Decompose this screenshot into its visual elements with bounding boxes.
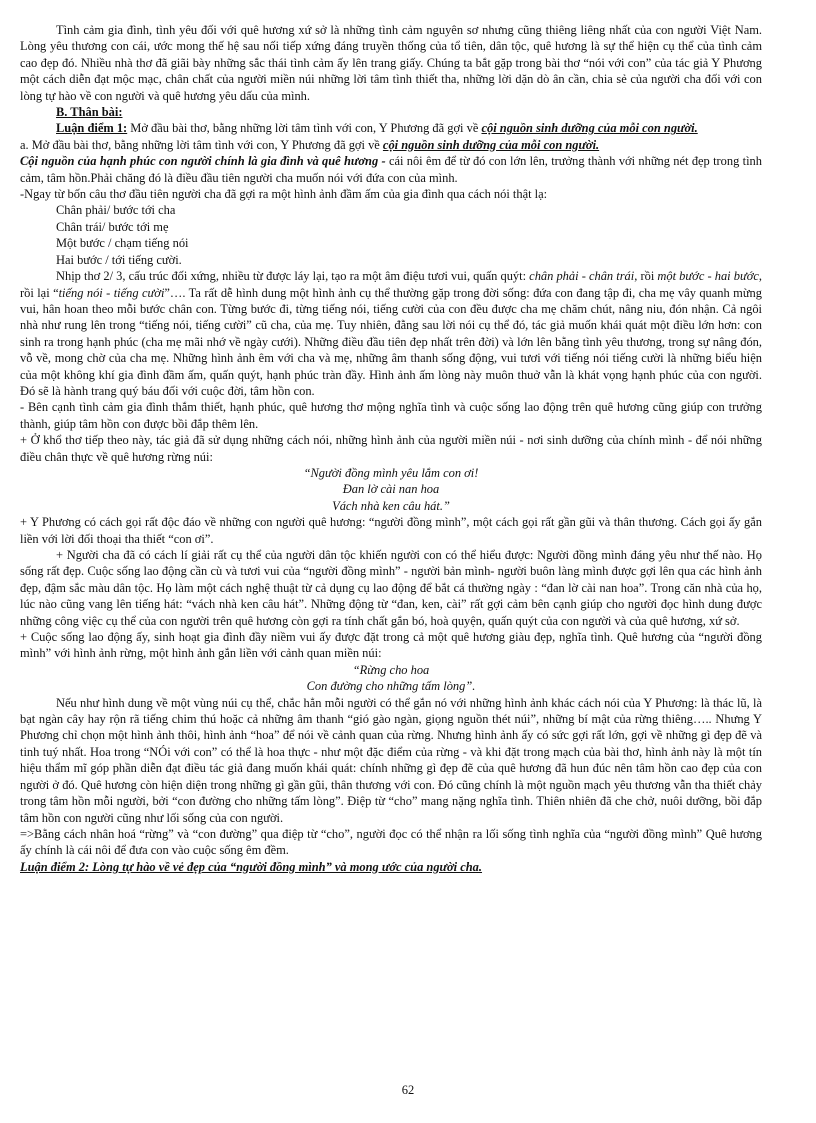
landscape-paragraph: Nếu như hình dung về một vùng núi cụ thể, chắc hẳn mỗi người có thể gắn nó với những hình ảnh khác cách nói của Y Phương: là thác lũ, là bạt ngàn cây hay rộn rã tiếng chim thú hoặc cả những âm thanh “gió gào ngàn, giọng nguồn thét núi”, những bí mật của rừng thiêng….. Nhưng Y Phương chỉ chọn một hình ảnh thôi, hình ảnh “hoa” để nói về cảnh quan của rừng. Nhưng hình ảnh ấy có sức gợi rất lớn, gợi về những gì đẹp đẽ và tinh tuý nhất. Hoa trong “NÓi với con” có thể là hoa thực - như một đặc điểm của rừng - và khi đặt trong mạch của bài thơ, hình ảnh này là một tín hiệu thẩm mĩ góp phần diễn đạt điều tác giả đang muốn khái quát: chính những gì đẹp đẽ của quê hương đã hun đúc nên tâm hồn cao đẹp của con người ở đó. Quê hương còn hiện diện trong những gì gần gũi, thân thương với con. Đó cũng chính là một nguồn mạch yêu thương vẫn tha thiết chảy trong tâm hồn mỗi người, bởi “con đường cho những tấm lòng”. Điệp từ “cho” mang nặng nghĩa tình. Thiên nhiên đã che chở, nuôi dưỡng, bồi đắp tâm hồn con người cũng như lối sống của con người. [20,695,762,825]
verse-block-1 [20,202,762,268]
conclusion-paragraph: =>Bằng cách nhân hoá “rừng” và “con đường” qua điệp từ “cho”, người đọc có thể nhận ra lối sống tình nghĩa của “người đồng mình” Quê hương ấy chính là cái nôi để đưa con vào cuộc sống êm đềm. [20,826,762,858]
thesis-1-line [20,120,762,136]
intro-paragraph: Tình cảm gia đình, tình yêu đối với quê hương xứ sở là những tình cảm nguyên sơ nhưng cũng thiêng liêng nhất của con người Việt Nam. Lòng yêu thương con cái, ước mong thế hệ sau nối tiếp xứng đáng truyền thống của tổ tiên, dân tộc, quê hương là sự thể hiện cụ thể của tình cảm cao đẹp đó. Nhiều nhà thơ đã giãi bày những sắc thái tình cảm ấy lên trang giấy. Chúng ta bắt gặp trong bài thơ “nói với con” của tác giả Y Phương một cách diễn đạt mộc mạc, chân chất của người miền núi những lời tâm tình thiết tha, những lời dặn dò ân cần, chia sẻ của người cha đối với con lòng tự hào về con người và quê hương yêu dấu của mình. [20,23,762,103]
verse-line: Một bước / chạm tiếng nói [56,236,189,251]
rhythm-paragraph [20,268,762,399]
verse-block-2 [20,465,762,514]
verse-line: “Rừng cho hoa [352,662,430,677]
next-stanza-paragraph: + Ở khổ thơ tiếp theo này, tác giả đã sử dụng những cách nói, những hình ảnh của người miền núi - nơi sinh dưỡng của chính mình - để nói những điều chân thực về quê hương rừng núi: [20,433,762,464]
labor-paragraph: + Cuộc sống lao động ấy, sinh hoạt gia đình đầy niềm vui ấy được đặt trong cả một quê hương giàu đẹp, nghĩa tình. Quê hương của “người đồng mình” với hình ảnh rừng, một hình ảnh gắn liền với cảnh quan miền núi: [20,630,762,661]
beside-paragraph: - Bên cạnh tình cảm gia đình thắm thiết, hạnh phúc, quê hương thơ mộng nghĩa tình và cuộc sống lao động trên quê hương cũng giúp con trưởng thành, giúp tâm hồn con được bồi đắp thêm lên. [20,400,762,431]
rhythm-text: ”…. Ta rất dễ hình dung một hình ảnh cụ thể thường gặp trong đời sống: đứa con đang tập đi, cha mẹ vây quanh mừng vui, hân hoan theo mỗi bước chân con. Từng bước đi, từng tiếng nói, tiếng cười của con đều được cha mẹ chăm chút, nâng niu, đón nhận. Cả ngôi nhà như rung lên trong “tiếng nói, tiếng cười” cũ cha, của mẹ. Tuy nhiên, đằng sau lời nói cụ thể đó, tác giả muốn khái quát một điều lớn hơn: con sinh ra trong hạnh phúc (cha mẹ mãi nhớ về ngày cưới). Những điều đầu tiên đẹp nhất trên đời) và lớn lên bằng tình yêu thương, trong sự nâng đón, vỗ về, mong chờ của cha mẹ. Những hình ảnh êm với cha và mẹ, những âm thanh sống động, vui tươi với tiếng nói tiếng cười là những biểu hiện của một không khí gia đình đầm ấm, quấn quýt, hạnh phúc tràn đầy. Hình ảnh ấm lòng này muôn thuở vẫn là khát vọng hạnh phúc của con người. Đó sẽ là hành trang quý báu đối với cuộc đời, tâm hồn con. [20,285,762,398]
page-number: 62 [401,1083,415,1097]
origin-paragraph [20,153,762,186]
naming-paragraph: + Y Phương có cách gọi rất độc đáo về những con người quê hương: “người đồng mình”, một cách gọi rất gần gũi và thân thương. Cách gọi ấy gắn liền với lời đối thoại tha thiết “con ơi”. [20,515,762,546]
thesis-1-label: Luận điểm 1: [56,121,128,136]
point-a-text: a. Mở đầu bài thơ, bằng những lời tâm tình với con, Y Phương đã gợi về [20,137,380,152]
section-heading-b: B. Thân bài: [56,105,123,120]
verse-line: Chân trái/ bước tới mẹ [56,219,169,234]
verse-line: Chân phải/ bước tới cha [56,203,176,218]
thesis-1-text: Mở đầu bài thơ, bằng những lời tâm tình với con, Y Phương đã gợi về [130,121,479,136]
intro-verse-line: -Ngay từ bốn câu thơ đầu tiên người cha đã gợi ra một hình ảnh đầm ấm của gia đình qua cách nói thật lạ: [20,187,548,202]
point-a [20,137,762,153]
thesis-2-heading: Luận điểm 2: Lòng tự hào về vẻ đẹp của “người đồng mình” và mong ước của người cha. [20,859,483,874]
rhythm-italic: tiếng nói - tiếng cười [58,285,165,300]
origin-emphasis: Cội nguồn của hạnh phúc con người chính là gia đình và quê hương - [20,154,386,169]
verse-line: Vách nhà ken câu hát.” [332,498,450,513]
rhythm-italic: một bước - hai bước [657,269,759,284]
verse-line: Đan lờ cài nan hoa [342,482,440,497]
rhythm-text: Nhịp thơ 2/ 3, cấu trúc đối xứng, nhiều từ được láy lại, tạo ra một âm điệu tươi vui, quấn quýt: [56,269,527,284]
rhythm-text: , rồi [634,269,655,284]
rhythm-text: , rồi lại “ [20,269,763,300]
verse-line: Con đường cho những tấm lòng”. [306,679,476,694]
thesis-1-emphasis: cội nguồn sinh dưỡng của mỗi con người. [481,121,698,136]
father-paragraph: + Người cha đã có cách lí giải rất cụ thể của người dân tộc khiến người con có thể hiểu được: Người đồng mình đáng yêu như thế nào. Họ sống rất đẹp. Cuộc sống lao động cần cù và tươi vui của “người đồng mình” - người bản mình- người buôn làng mình được gợi lên qua các hình ảnh đẹp, đậm sắc màu dân tộc. Họ làm một cách nghệ thuật từ cả dụng cụ lao động để bắt cá thường ngày : “đan lờ cài nan hoa”. Trong căn nhà của họ, lúc nào cũng vang lên tiếng hát: “vách nhà ken câu hát”. Những động từ “đan, ken, cài” rất gợi cảm bên cạnh giúp cho người đọc hình dung được những công việc cụ thể của con người trên quê hương còn gợi ra tính chất gắn bó, hoà quyện, quấn quýt của con người và của quê hương, xứ sở. [20,548,762,628]
verse-block-3 [20,662,762,695]
origin-text: cái nôi êm để từ đó con lớn lên, trưởng thành với những nét đẹp trong tình cảm, tâm hồn.Phải chăng đó là điều đầu tiên người cha muốn nói với đứa con của mình. [20,154,762,185]
document-page [20,22,762,875]
verse-line: “Người đồng mình yêu lắm con ơi! [303,465,479,480]
verse-line: Hai bước / tới tiếng cười. [56,252,182,267]
rhythm-italic: chân phải - chân trái [529,269,635,284]
point-a-emphasis: cội nguồn sinh dưỡng của mỗi con người. [382,137,600,152]
